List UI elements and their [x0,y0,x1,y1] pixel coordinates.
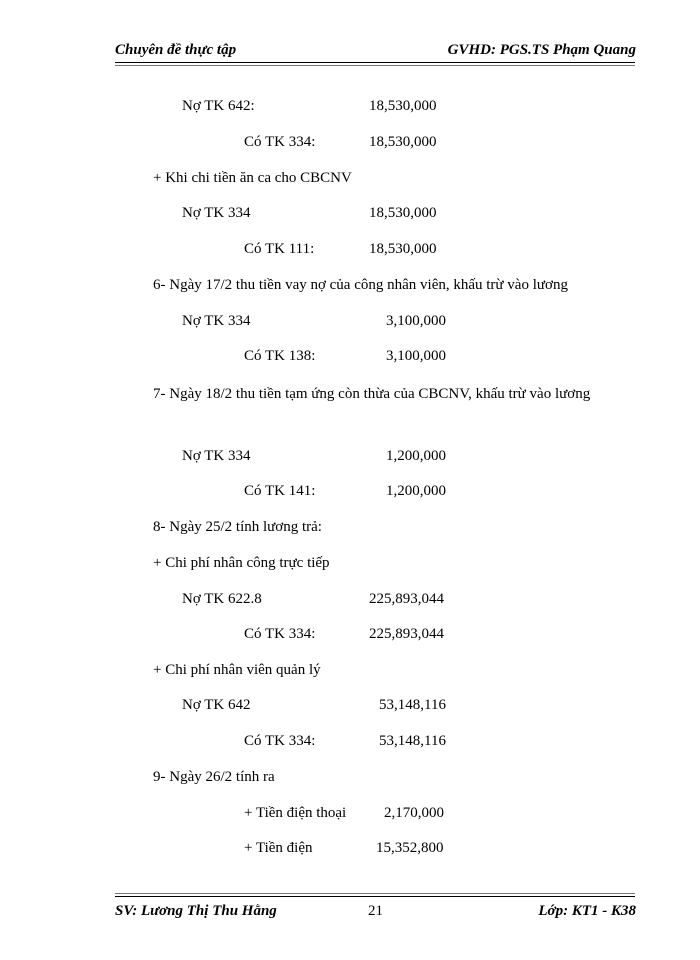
entry-15-label: Có TK 334: [244,626,316,642]
entry-17-label: Nợ TK 642 [182,697,251,713]
entry-10-amount: 1,200,000 [386,448,446,464]
entry-8-label: Có TK 138: [244,348,316,364]
entry-4-amount: 18,530,000 [369,205,437,221]
item-8-heading: 8- Ngày 25/2 tính lương trả: [153,519,322,535]
entry-2-amount: 18,530,000 [369,134,437,150]
item-7-paragraph: 7- Ngày 18/2 thu tiền tạm ứng còn thừa của CBCNV, khấu trừ vào lương [153,386,591,402]
entry-21-amount: 15,352,800 [376,840,444,856]
entry-7-label: Nợ TK 334 [182,313,251,329]
entry-5-amount: 18,530,000 [369,241,437,257]
entry-14-label: Nợ TK 622.8 [182,591,262,607]
entry-18-label: Có TK 334: [244,733,316,749]
header-right: GVHD: PGS.TS Phạm Quang [447,42,636,58]
entry-17-amount: 53,148,116 [379,697,446,713]
footer-right: Lớp: KT1 - K38 [538,903,636,919]
entry-11-label: Có TK 141: [244,483,316,499]
entry-20-amount: 2,170,000 [384,805,444,821]
header-rule-2 [115,65,635,66]
note-management-staff: + Chi phí nhân viên quản lý [153,662,321,678]
footer-rule [115,893,635,894]
footer-rule-2 [115,896,635,897]
note-meal-allowance: + Khi chi tiền ăn ca cho CBCNV [153,170,352,186]
footer-left: SV: Lương Thị Thu Hằng [115,903,277,919]
header-left: Chuyên đề thực tập [115,42,237,58]
item-9-heading: 9- Ngày 26/2 tính ra [153,769,275,785]
entry-11-amount: 1,200,000 [386,483,446,499]
entry-1-amount: 18,530,000 [369,98,437,114]
entry-21-label: + Tiền điện [244,840,313,856]
entry-15-amount: 225,893,044 [369,626,444,642]
entry-8-amount: 3,100,000 [386,348,446,364]
page-number: 21 [368,903,383,919]
entry-5-label: Có TK 111: [244,241,315,257]
entry-2-label: Có TK 334: [244,134,316,150]
entry-20-label: + Tiền điện thoại [244,805,347,821]
entry-18-amount: 53,148,116 [379,733,446,749]
header-rule [115,62,635,63]
entry-7-amount: 3,100,000 [386,313,446,329]
item-6-heading: 6- Ngày 17/2 thu tiền vay nợ của công nhân viên, khấu trừ vào lương [153,277,568,293]
entry-14-amount: 225,893,044 [369,591,444,607]
entry-4-label: Nợ TK 334 [182,205,251,221]
note-direct-labor: + Chi phí nhân công trực tiếp [153,555,330,571]
entry-1-label: Nợ TK 642: [182,98,255,114]
entry-10-label: Nợ TK 334 [182,448,251,464]
